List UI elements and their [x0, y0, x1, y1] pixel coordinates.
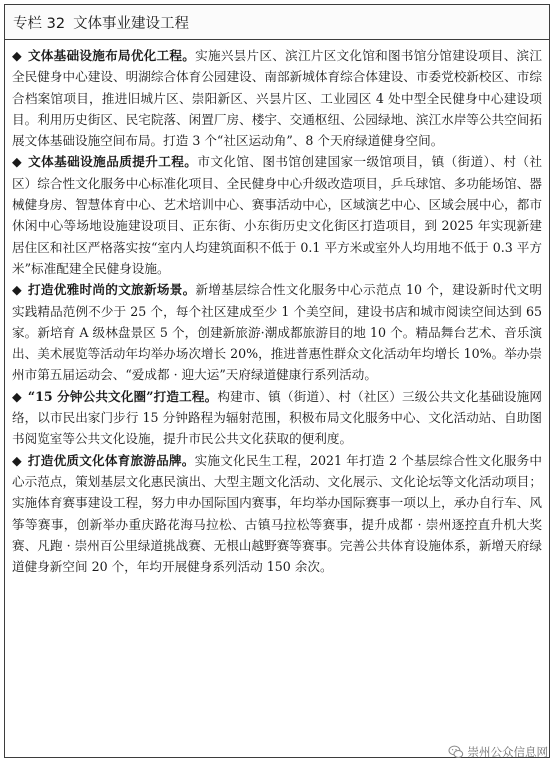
- column-header: [5, 5, 549, 40]
- column-label: 专栏 32: [13, 15, 66, 32]
- watermark-text: 崇州公众信息网: [467, 745, 548, 759]
- wechat-icon: [448, 745, 464, 759]
- column-title: 文体事业建设工程: [73, 15, 190, 32]
- column-box: [4, 4, 550, 758]
- diamond-bullet-icon: ◆: [12, 282, 22, 298]
- section-item: [12, 151, 542, 279]
- watermark: [448, 744, 549, 760]
- section-lead: 打造优雅时尚的文旅新场景。: [27, 282, 196, 298]
- section-item: [12, 45, 542, 151]
- section-body: 实施文化民生工程，2021 年打造 2 个基层综合性文化服务中心示范点，策划基层文化惠民演出、大型主题文化活动、文化展示、文化论坛等文化活动项目；实施体育赛事建设工程，努力申办国际国内赛事，年均举办国际赛事一项以上，承办自行车、风筝等赛事，创新举办重庆路花海马拉松、古镇马拉松等赛事，提升成都 · 崇州逐控直升机大奖赛、凡跑 · 崇州百公里绿道挑战赛、无根山越野赛等赛事。完善公共体育设施体系，新增天府绿道健身新空间 20 个，年均开展健身系列活动 150 余次。: [12, 452, 543, 575]
- section-body: 新增基层综合性文化服务中心示范点 10 个，建设新时代文明实践精品范例不少于 25 个，每个社区建成至少 1 个美空间，建设书店和城市阅读空间达到 65 家。新培育 A 级林盘景区 5 个，创建新旅游·潮成都旅游目的地 10 个。精品舞台艺术、音乐演出、美术展览等活动年均举办场次增长 20%，推进普惠性群众文化活动年均增长 10%。举办崇州市第五届运动会、“爱成都 · 迎大运”天府绿道健康行系列活动。: [12, 282, 542, 383]
- column-content: [5, 40, 549, 577]
- section-body: 构建市、镇（街道）、村（社区）三级公共文化基础设施网络，以市民出家门步行 15 分钟路程为辐射范围，积极布局文化服务中心、文化活动站、自助图书阅览室等公共文化设施，提升市民公共文化获取的便利度。: [12, 388, 542, 447]
- section-body: 市文化馆、图书馆创建国家一级馆项目，镇（街道）、村（社区）综合性文化服务中心标准化项目、全民健身中心升级改造项目，乒乓球馆、多功能场馆、器械健身房、智慧体育中心、艺术培训中心、赛事活动中心，区域演艺中心、区域会展中心，都市休闲中心等场地设施建设项目、正东街、小东街历史文化街区打造项目，到 2025 年实现新建居住区和社区严格落实按“室内人均建筑面积不低于 0.1 平方米或室外人均用地不低于 0.3 平方米”标准配建全民健身设施。: [12, 154, 543, 276]
- section-body: 实施兴昙片区、滨江片区文化馆和图书馆分馆建设项目、滨江全民健身中心建设、明湖综合体育公园建设、南部新城体育综合体建设、市委党校新校区、市综合档案馆项目，推进旧城片区、崇阳新区、兴昙片区、工业园区 4 处中型全民健身中心建设项目。利用历史街区、民宅院落、闲置厂房、楼宇、交通枢纽、公园绿地、滨江水岸等公共空间拓展文体基础设施空间布局。打造 3 个“社区运动角”、8 个天府绿道健身空间。: [12, 48, 543, 149]
- section-lead: 文体基础设施品质提升工程。: [28, 154, 198, 170]
- section-lead: “15 分钟公共文化圈”打造工程。: [27, 388, 218, 404]
- section-lead: 文体基础设施布局优化工程。: [27, 48, 196, 63]
- diamond-bullet-icon: ◆: [12, 452, 22, 468]
- section-lead: 打造优质文化体育旅游品牌。: [27, 452, 195, 468]
- section-item: [12, 386, 542, 450]
- section-item: [12, 450, 542, 578]
- diamond-bullet-icon: ◆: [12, 154, 23, 170]
- diamond-bullet-icon: ◆: [12, 48, 22, 63]
- section-item: [12, 279, 542, 385]
- diamond-bullet-icon: ◆: [12, 388, 22, 404]
